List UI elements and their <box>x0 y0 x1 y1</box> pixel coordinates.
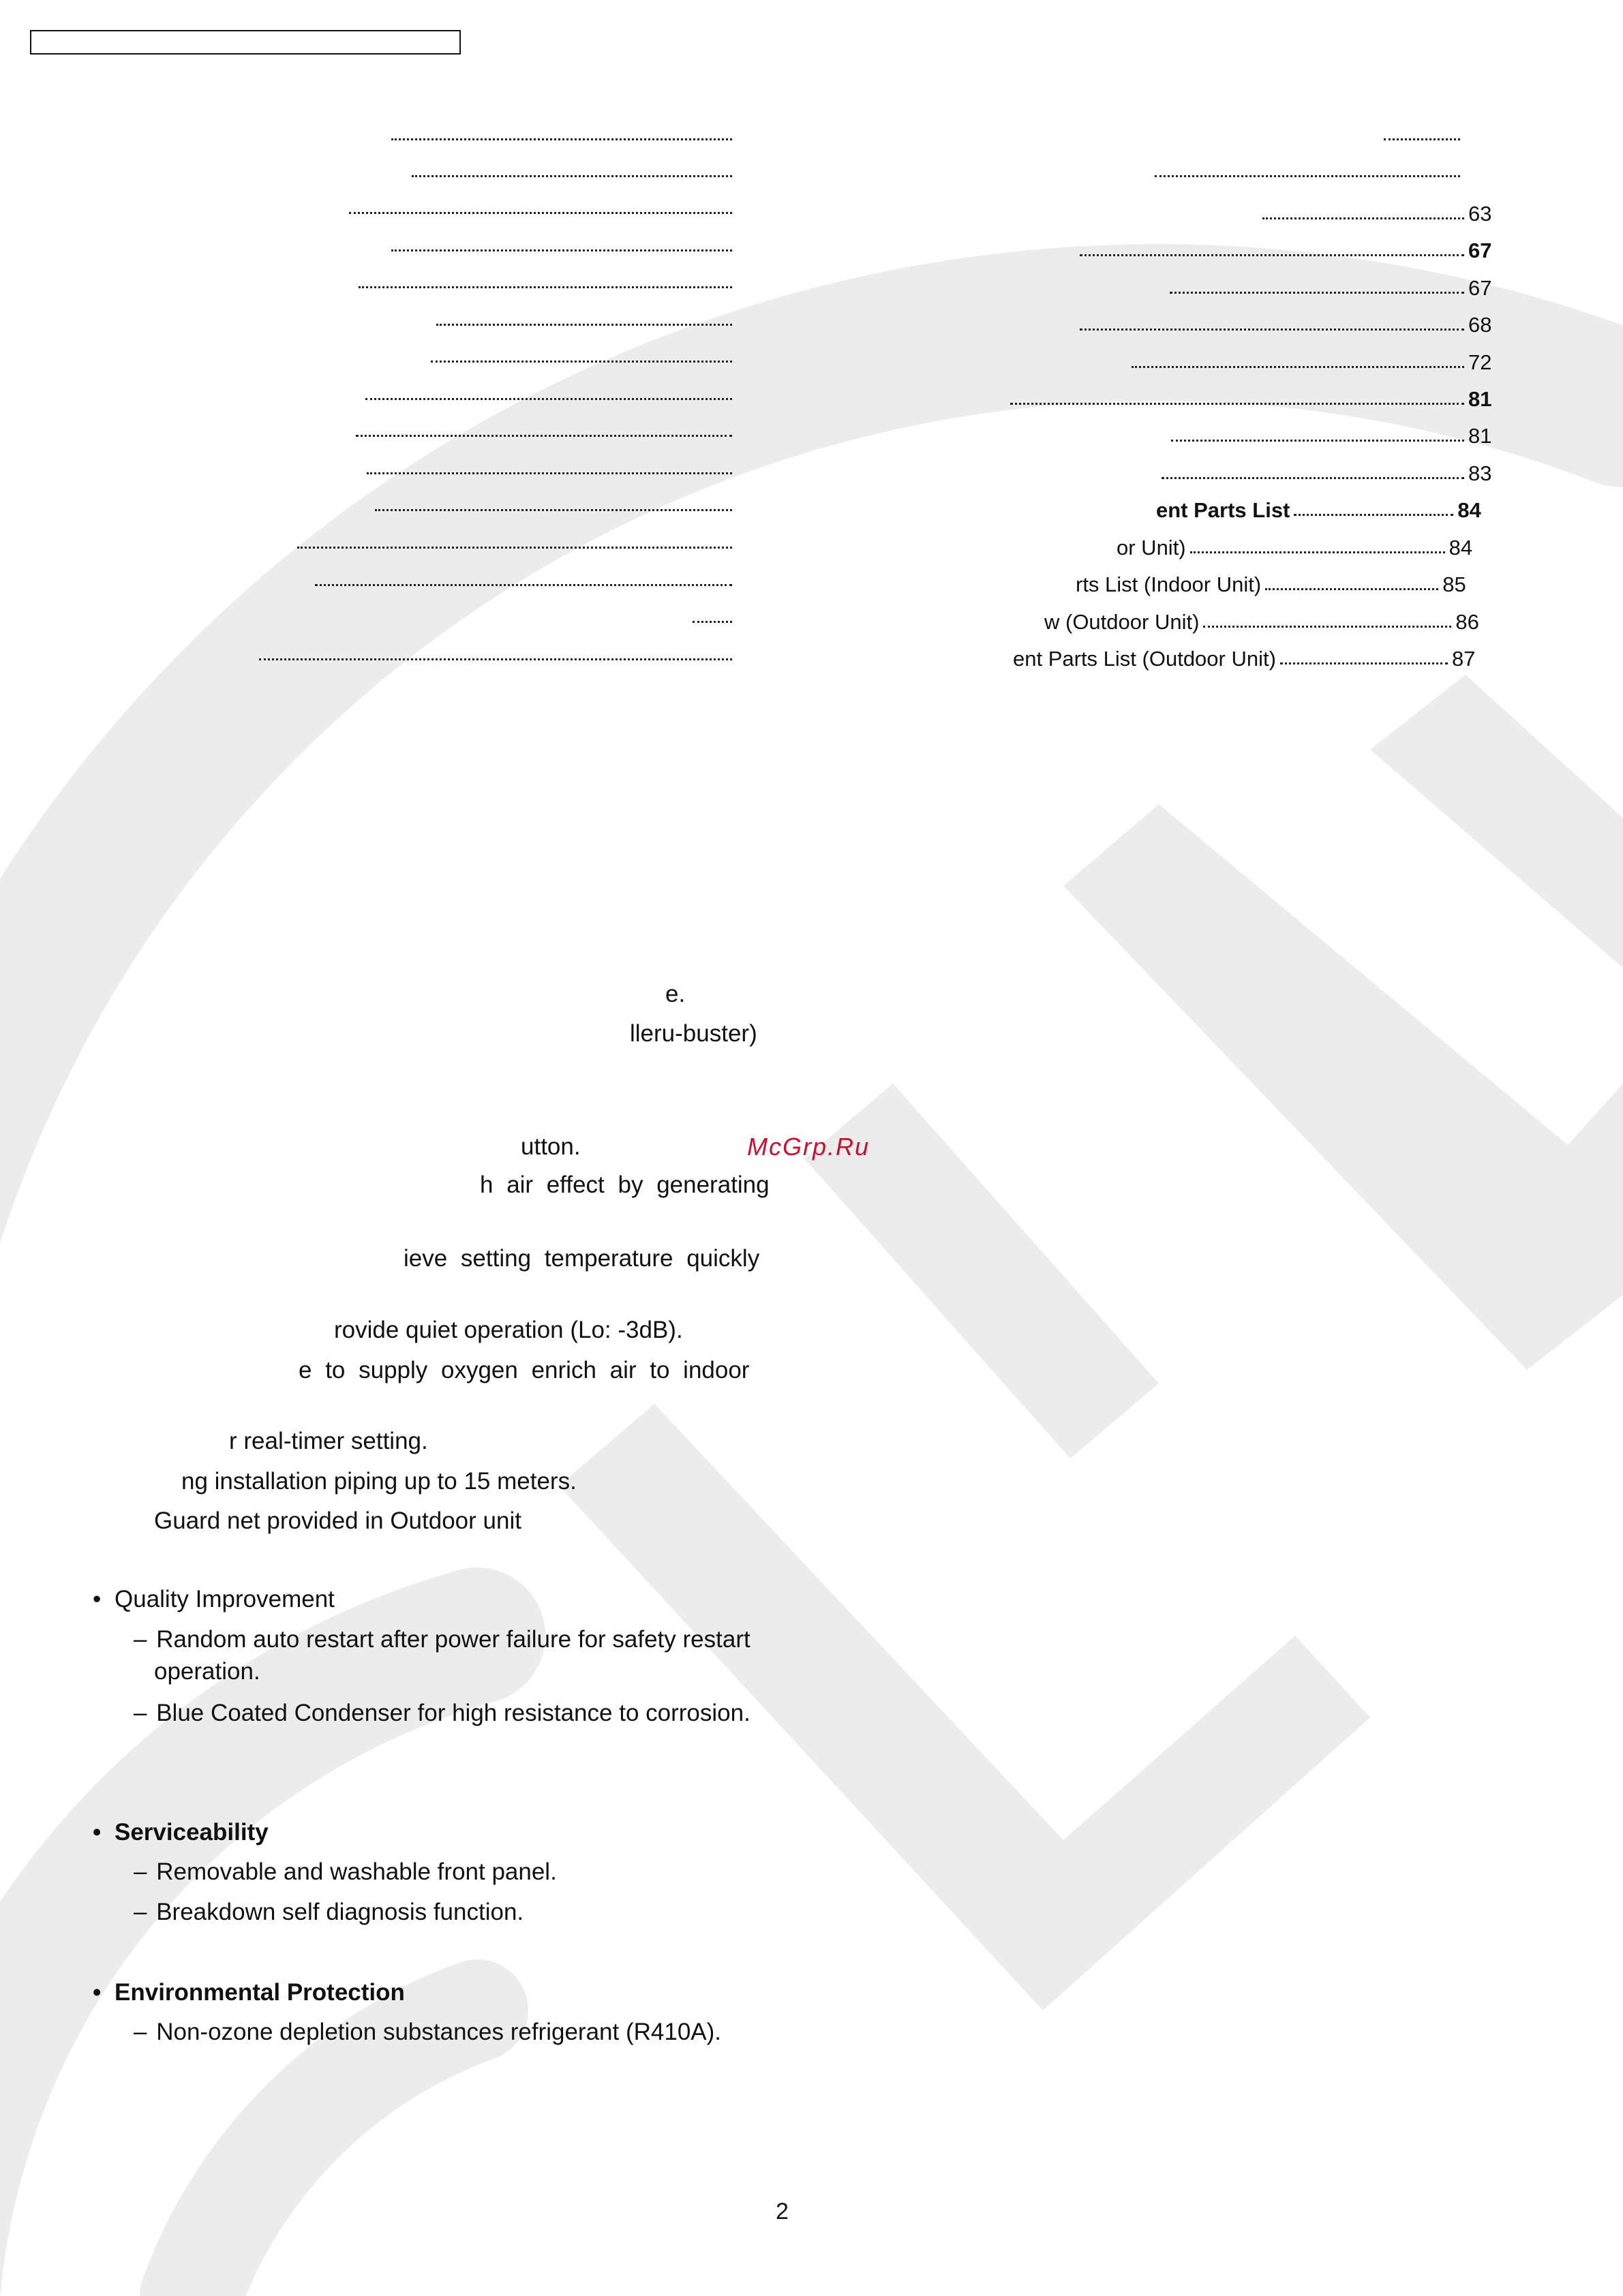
toc-entry[interactable] <box>1167 424 1496 448</box>
toc-left-leader <box>375 509 732 511</box>
toc-entry[interactable] <box>1013 647 1479 671</box>
toc-label: ent Parts List <box>1156 498 1290 522</box>
toc-leader <box>1190 551 1445 553</box>
toc-page-number: 85 <box>1442 572 1466 596</box>
toc-left-leader <box>359 286 732 288</box>
feature-fragment: rovide quiet operation (Lo: -3dB). <box>334 1317 683 1343</box>
quality-item-text: Blue Coated Condenser for high resistance to corrosion. <box>156 1700 750 1726</box>
dash-icon: – <box>134 2019 147 2045</box>
toc-entry[interactable] <box>1127 350 1496 375</box>
dash-icon: – <box>134 1626 147 1653</box>
toc-page-number: 81 <box>1468 387 1492 411</box>
serviceability-bullet <box>93 1818 269 1847</box>
environment-item <box>134 2018 721 2047</box>
toc-entry[interactable] <box>1076 313 1496 337</box>
serviceability-item-text: Breakdown self diagnosis function. <box>156 1899 524 1925</box>
toc-entry[interactable] <box>1258 202 1496 226</box>
toc-leader <box>1010 403 1464 405</box>
feature-fragment: e. <box>665 981 686 1007</box>
toc-page-number: 86 <box>1455 610 1479 634</box>
toc-leader <box>1170 292 1464 294</box>
quality-item <box>134 1699 750 1728</box>
serviceability-item <box>134 1898 524 1927</box>
environment-bullet <box>93 1978 405 2007</box>
feature-fragment: h air effect by generating <box>480 1172 770 1198</box>
toc-page-number: 63 <box>1468 202 1492 226</box>
toc-left-leader <box>297 547 732 549</box>
toc-left-leader <box>391 138 732 140</box>
toc-entry[interactable] <box>1006 387 1496 412</box>
toc-right-leader <box>1155 175 1460 177</box>
quality-item-text: Random auto restart after power failure for safety restart <box>156 1626 750 1653</box>
toc-left-leader <box>436 324 732 326</box>
page-number: 2 <box>776 2199 789 2224</box>
toc-left-leader <box>315 584 732 586</box>
toc-right-leader <box>1384 138 1460 140</box>
bullet-icon: • <box>93 1819 102 1846</box>
toc-page-number: 87 <box>1451 647 1476 671</box>
header-title-box <box>30 30 461 55</box>
quality-title: Quality Improvement <box>115 1586 335 1612</box>
toc-left-leader <box>259 658 732 660</box>
toc-entry[interactable] <box>1117 536 1476 560</box>
toc-leader <box>1203 626 1451 628</box>
toc-page-number: 81 <box>1468 424 1492 448</box>
mcgrp-watermark-label: McGrp.Ru <box>747 1133 870 1161</box>
toc-left-leader <box>367 472 732 474</box>
environment-item-text: Non-ozone depletion substances refrigerant (R410A). <box>156 2019 722 2045</box>
toc-left-leader <box>349 212 732 214</box>
dash-icon: – <box>134 1700 147 1726</box>
toc-label: or Unit) <box>1117 536 1186 560</box>
toc-page-number: 83 <box>1468 461 1492 485</box>
environment-title: Environmental Protection <box>115 1979 405 2006</box>
feature-fragment: ieve setting temperature quickly <box>404 1245 760 1272</box>
toc-left-leader <box>693 621 732 623</box>
toc-page-number: 72 <box>1468 350 1492 374</box>
toc-leader <box>1132 366 1464 368</box>
toc-leader <box>1265 588 1438 590</box>
toc-left-leader <box>431 361 732 363</box>
toc-entry[interactable] <box>1076 572 1470 597</box>
feature-fragment: lleru-buster) <box>630 1020 757 1047</box>
toc-page-number: 84 <box>1457 498 1481 522</box>
quality-item-continuation: operation. <box>154 1658 260 1685</box>
toc-entry[interactable] <box>1166 276 1496 301</box>
toc-page-number: 67 <box>1468 276 1492 300</box>
toc-entry[interactable] <box>1044 610 1483 634</box>
toc-page-number: 68 <box>1468 313 1492 337</box>
toc-left-leader <box>412 175 732 177</box>
toc-leader <box>1262 217 1464 219</box>
bullet-icon: • <box>93 1979 102 2006</box>
toc-label: rts List (Indoor Unit) <box>1076 572 1262 596</box>
toc-leader <box>1162 477 1464 479</box>
toc-entry[interactable] <box>1076 239 1496 263</box>
dash-icon: – <box>134 1899 147 1925</box>
toc-leader <box>1080 254 1464 256</box>
toc-leader <box>1171 440 1464 442</box>
toc-label: w (Outdoor Unit) <box>1044 610 1200 634</box>
bullet-icon: • <box>93 1586 102 1612</box>
toc-left-leader <box>391 249 732 251</box>
toc-left-leader <box>365 398 732 400</box>
serviceability-item <box>134 1858 557 1886</box>
toc-left-leader <box>356 435 732 437</box>
feature-fragment: r real-timer setting. <box>229 1428 428 1454</box>
toc-label: ent Parts List (Outdoor Unit) <box>1013 647 1276 671</box>
feature-fragment: e to supply oxygen enrich air to indoor <box>299 1357 750 1383</box>
toc-leader <box>1280 662 1448 664</box>
toc-page-number: 67 <box>1468 239 1492 262</box>
quality-item <box>134 1625 750 1654</box>
toc-entry[interactable] <box>1156 498 1485 523</box>
feature-fragment: utton. <box>521 1133 581 1160</box>
serviceability-title: Serviceability <box>115 1819 269 1846</box>
feature-fragment: ng installation piping up to 15 meters. <box>181 1468 577 1495</box>
quality-bullet <box>93 1585 335 1614</box>
toc-entry[interactable] <box>1157 461 1496 486</box>
dash-icon: – <box>134 1858 147 1885</box>
toc-leader <box>1294 514 1453 516</box>
toc-page-number: 84 <box>1448 536 1473 560</box>
serviceability-item-text: Removable and washable front panel. <box>156 1858 557 1885</box>
toc-leader <box>1080 328 1464 331</box>
feature-fragment: Guard net provided in Outdoor unit <box>154 1507 521 1534</box>
